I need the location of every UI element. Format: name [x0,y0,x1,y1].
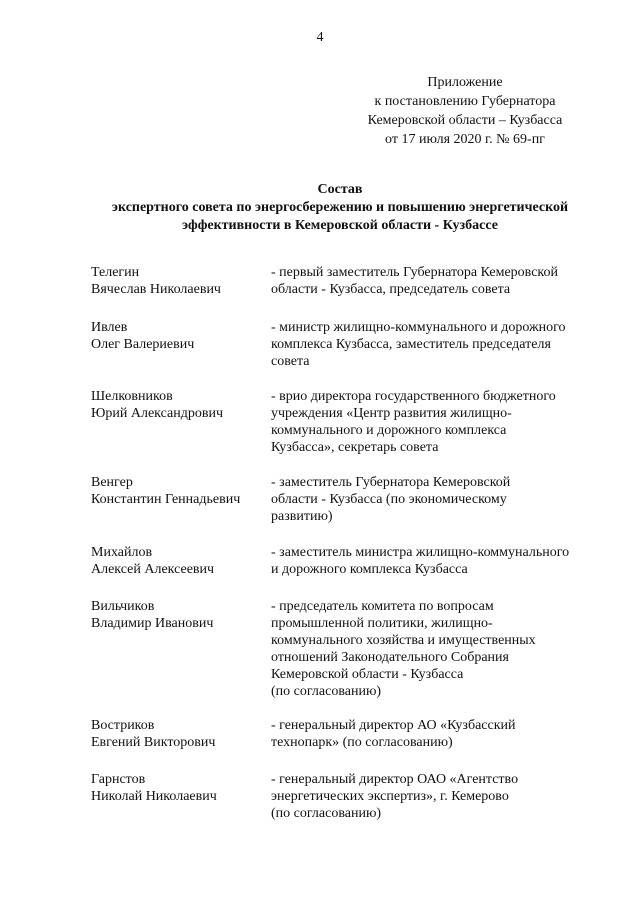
role-line: области - Кузбасса (по экономическому [271,492,507,507]
role-line: и дорожного комплекса Кузбасса [271,562,468,577]
member-name [91,771,266,805]
role-line: отношений Законодательного Собрания [271,650,509,665]
role-line: развитию) [271,509,333,524]
member-given-name: Николай Николаевич [91,789,217,804]
role-line: комплекса Кузбасса, заместитель председателя [271,337,551,352]
member-surname: Венгер [91,475,133,490]
member-surname: Гарнстов [91,772,146,787]
member-role [271,544,611,578]
member-name [91,264,266,298]
role-line: - первый заместитель Губернатора Кемеровской [271,265,559,280]
appendix-line: к постановлению Губернатора [374,94,556,109]
member-name [91,598,266,632]
member-role [271,319,611,370]
role-line: - генеральный директор ОАО «Агентство [271,772,519,787]
role-line: Кузбасса», секретарь совета [271,440,439,455]
appendix-block [300,73,630,149]
role-line: учреждения «Центр развития жилищно- [271,406,512,421]
role-line: (по согласованию) [271,806,382,821]
member-role [271,771,611,822]
role-line: Кемеровской области - Кузбасса [271,667,464,682]
title-line: Состав [317,182,363,197]
role-line: - министр жилищно-коммунального и дорожного [271,320,566,335]
role-line: энергетических экспертиз», г. Кемерово [271,789,509,804]
member-name [91,544,266,578]
member-role [271,264,611,298]
member-given-name: Константин Геннадьевич [91,492,241,507]
member-surname: Михайлов [91,545,153,560]
role-line: - заместитель Губернатора Кемеровской [271,475,511,490]
role-line: области - Кузбасса, председатель совета [271,282,511,297]
role-line: - председатель комитета по вопросам [271,599,494,614]
role-line: - заместитель министра жилищно-коммунального [271,545,570,560]
role-line: совета [271,354,310,369]
title-line: эффективности в Кемеровской области - Кузбассе [182,218,498,233]
appendix-line: Приложение [427,75,503,90]
member-name [91,319,266,353]
member-given-name: Алексей Алексеевич [91,562,215,577]
member-surname: Шелковников [91,389,173,404]
member-role [271,388,611,456]
appendix-line: Кемеровской области – Кузбасса [367,113,563,128]
role-line: промышленной политики, жилищно- [271,616,493,631]
member-name [91,474,266,508]
page-number: 4 [316,30,324,45]
member-given-name: Вячеслав Николаевич [91,282,221,297]
role-line: технопарк» (по согласованию) [271,735,453,750]
role-line: коммунального хозяйства и имущественных [271,633,536,648]
title-line: экспертного совета по энергосбережению и повышению энергетической [111,200,569,215]
member-role [271,717,611,751]
member-surname: Вильчиков [91,599,155,614]
member-role [271,474,611,525]
member-given-name: Олег Валериевич [91,337,195,352]
role-line: (по согласованию) [271,684,382,699]
member-given-name: Владимир Иванович [91,616,214,631]
member-given-name: Евгений Викторович [91,735,216,750]
member-name [91,717,266,751]
role-line: - генеральный директор АО «Кузбасский [271,718,516,733]
member-surname: Ивлев [91,320,128,335]
member-name [91,388,266,422]
member-surname: Телегин [91,265,140,280]
document-title [40,181,640,235]
member-role [271,598,611,700]
role-line: коммунального и дорожного комплекса [271,423,507,438]
role-line: - врио директора государственного бюджетного [271,389,556,404]
member-surname: Востриков [91,718,155,733]
member-given-name: Юрий Александрович [91,406,223,421]
appendix-line: от 17 июля 2020 г. № 69-пг [385,132,545,147]
